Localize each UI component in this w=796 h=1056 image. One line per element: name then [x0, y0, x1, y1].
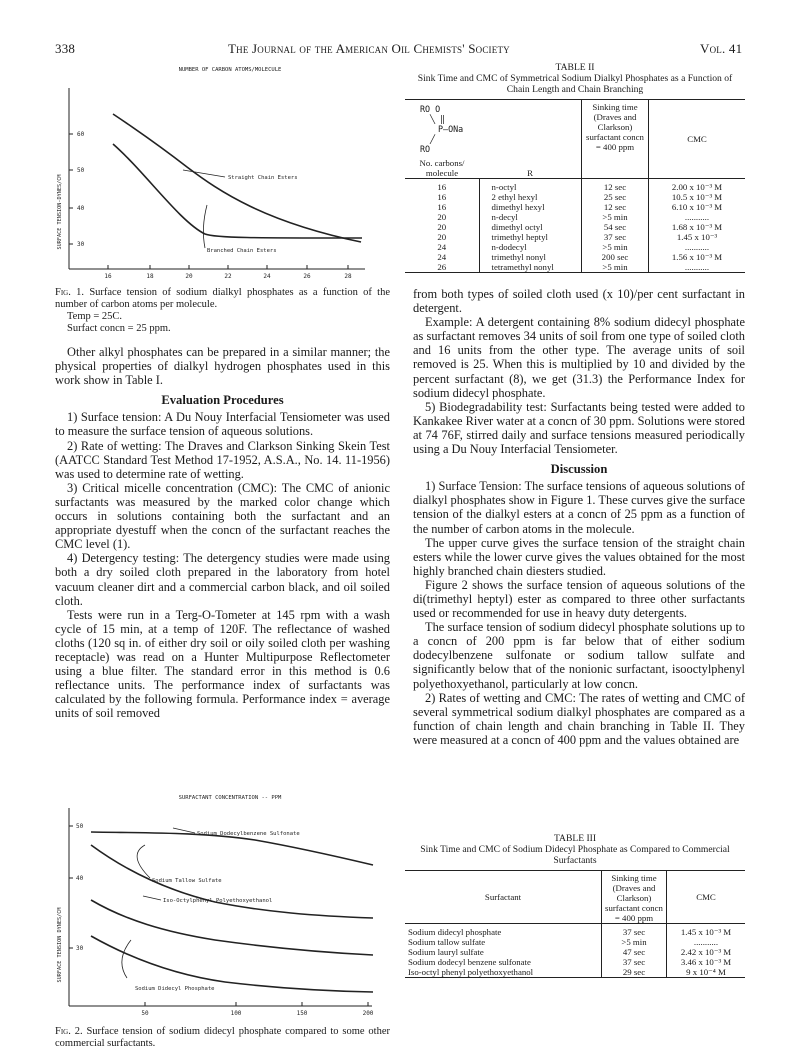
fig1-ytick: 50 [77, 167, 85, 174]
fig1-caption-text: Surface tension of sodium dialkyl phosphates as a function of the number of carbon atoms per molecule. [55, 287, 391, 310]
fig2-xtick: 150 [296, 1010, 308, 1017]
fig2-ylabel: SURFACE TENSION DYNES/CM [57, 907, 63, 983]
table3-cell-t: 37 sec [602, 924, 667, 938]
table2-head-sink: Sinking time (Draves and Clarkson) surfactant concn = 400 ppm [582, 100, 649, 179]
table2-head-cmc: CMC [649, 100, 746, 179]
table3-body [405, 924, 745, 978]
figure-1-caption [55, 287, 390, 335]
fig1-xtick: 22 [224, 273, 232, 280]
table2-cell-cmc: 6.10 x 10⁻³ M [649, 202, 746, 212]
fig1-xtick: 26 [303, 273, 311, 280]
discussion-wetting-cmc: 2) Rates of wetting and CMC: The rates of wetting and CMC of several symmetrical sodium dialkyl phosphates are compared as a function of chain length and chain branching in Table II. They were measured at a concn of 400 ppm and the values obtained are [413, 690, 745, 747]
fig2-dodecyl-label: Sodium Dodecylbenzene Sulfonate [197, 831, 300, 837]
table2-cell-r: dimethyl hexyl [479, 202, 582, 212]
fig1-branched-pointer [203, 205, 207, 248]
table2-head-carbons: RO O ╲ ‖ P—ONa ╱ RO No. carbons/ molecule [405, 100, 479, 179]
table2-row [405, 202, 745, 212]
table2-cell-r: n-octyl [479, 179, 582, 193]
table2-cell-c: 26 [405, 262, 479, 273]
table3-cell-cmc: 1.45 x 10⁻³ M [667, 924, 746, 938]
figure-2-caption [55, 1026, 390, 1050]
discussion-figure-2: Figure 2 shows the surface tension of aqueous solutions of the di(trimethyl heptyl) ester as compared to three other surfactants used or recommended for use in heavy duty detergents. [413, 577, 745, 621]
fig1-xtick: 20 [185, 273, 193, 280]
table2-cell-c: 20 [437, 232, 447, 242]
table2-row [405, 232, 745, 242]
discussion-didecyl: The surface tension of sodium didecyl phosphate solutions up to a concn of 200 ppm is far below that of either sodium dodecylbenzene sulfonate or sodium tallow sulfate and significantly below that of the nonionic surfactant, isooctylphenyl polyethoxyethanol, particularly at low concn. [413, 620, 745, 691]
table2-cell-cmc: ........... [649, 262, 746, 273]
table2-formula-line1: RO O [420, 104, 441, 114]
fig1-top-label: NUMBER OF CARBON ATOMS/MOLECULE [178, 67, 282, 73]
discussion-upper-curve: The upper curve gives the surface tension of the straight chain esters while the lower curve gives the values obtained for the most highly branched chain diesters studied. [413, 535, 745, 578]
fig1-caption-temp: Temp = 25C. [67, 311, 123, 322]
table2-cell-cmc: 1.68 x 10⁻³ M [649, 222, 746, 232]
discussion-heading: Discussion [550, 462, 608, 477]
fig1-ytick: 60 [77, 131, 85, 138]
fig2-isooctyl-curve [91, 900, 373, 955]
table2-cell-r: 2 ethyl hexyl [479, 192, 582, 202]
table2-cell-t: 12 sec [582, 179, 649, 193]
table2-cell-r: n-dodecyl [479, 242, 582, 252]
table3-cell-cmc: 9 x 10⁻⁴ M [667, 967, 746, 978]
table3-cell-s: Iso-octyl phenyl polyethoxyethanol [405, 967, 602, 978]
fig2-y-ticks [69, 823, 84, 952]
table2-cell-c: 24 [437, 242, 447, 252]
figure-1-chart [55, 62, 390, 282]
table3-cell-cmc: ........... [667, 937, 746, 947]
table2-body [405, 179, 745, 273]
table3-cell-cmc: 2.42 x 10⁻³ M [667, 947, 746, 957]
table2-cell-r: trimethyl nonyl [479, 252, 582, 262]
procedure-detergency: 4) Detergency testing: The detergency studies were made using both a dry soiled cloth prepared in the laboratory from hotel vacuum cleaner dirt and a commercial carbon black, and oil soiled cloth. [55, 551, 390, 608]
fig2-tallow-label: Sodium Tallow Sulfate [152, 878, 222, 884]
fig1-xtick: 18 [146, 273, 154, 280]
table2-formula-line2: P—ONa [438, 124, 464, 134]
intro-paragraph: Other alkyl phosphates can be prepared in a similar manner; the physical properties of dialkyl hydrogen phosphates used in this work show in Table I. [55, 345, 390, 388]
table2-cell-cmc: 2.00 x 10⁻³ M [649, 179, 746, 193]
table2-cell-t: >5 min [582, 262, 649, 273]
table2-cell-c: 20 [437, 222, 447, 232]
table3-cell-t: 37 sec [602, 957, 667, 967]
table3-row [405, 967, 745, 978]
table2-grid [405, 99, 745, 273]
table2-cell-c: 20 [437, 212, 447, 222]
table3-cell-s: Sodium lauryl sulfate [408, 947, 484, 957]
fig2-top-label: SURFACTANT CONCENTRATION -- PPM [178, 795, 282, 801]
table3-cell-s: Sodium tallow sulfate [408, 937, 486, 947]
left-column [55, 345, 390, 720]
fig1-straight-pointer [183, 170, 225, 177]
table2-cell-cmc: 1.56 x 10⁻³ M [649, 252, 746, 262]
fig1-straight-label: Straight Chain Esters [228, 175, 298, 181]
example-paragraph: Example: A detergent containing 8% sodium didecyl phosphate as surfactant removes 34 units of soil from one type of soiled cloth and 16 units from the other type. The average units of soil removed is 25. When this is multiplied by 10 and divided by the percent surfactant (8), we get (31.3) the Performance Index for sodium didecyl phosphate. [413, 315, 745, 400]
page-number: 338 [55, 41, 76, 56]
table3-head-sink: Sinking time (Draves and Clarkson) surfactant concn = 400 ppm [602, 871, 667, 924]
table3-grid [405, 870, 745, 978]
table2-row [405, 242, 745, 252]
table-3 [405, 833, 745, 978]
fig2-caption-lead: Fig. 2. [55, 1026, 83, 1037]
table2-cell-cmc: ........... [649, 242, 746, 252]
table3-cell-t: 29 sec [602, 967, 667, 978]
table3-row [405, 924, 745, 938]
procedure-wetting: 2) Rate of wetting: The Draves and Clarkson Sinking Skein Test (AATCC Standard Test Method 17-1952, A.S.A., No. 14. 11-1956) was used to determine rate of wetting. [55, 438, 390, 481]
evaluation-procedures-heading: Evaluation Procedures [161, 393, 284, 408]
table2-row [405, 252, 745, 262]
figure-2 [55, 790, 390, 1025]
fig2-didecyl-curve [91, 936, 373, 992]
procedure-surface-tension: 1) Surface tension: A Du Nouy Interfacial Tensiometer was used to measure the surface tension of aqueous solutions. [55, 410, 390, 439]
table2-cell-r: dimethyl octyl [479, 222, 582, 232]
table2-cell-cmc: ........... [649, 212, 746, 222]
table3-row [405, 937, 745, 947]
table2-cell-r: tetramethyl nonyl [479, 262, 582, 273]
table2-head-r: R [479, 100, 582, 179]
table2-row [405, 222, 745, 232]
table3-cell-cmc: 3.46 x 10⁻³ M [667, 957, 746, 967]
table2-subtitle: Sink Time and CMC of Symmetrical Sodium Dialkyl Phosphates as a Function of Chain Length and Chain Branching [417, 73, 733, 95]
fig1-x-ticks [104, 265, 352, 280]
fig1-branched-label: Branched Chain Esters [207, 248, 277, 254]
table2-row [405, 179, 745, 193]
right-column [413, 287, 745, 747]
table2-cell-c: 16 [437, 202, 447, 212]
fig1-ytick: 40 [77, 205, 85, 212]
table2-col-carbons: No. carbons/ molecule [419, 158, 465, 178]
fig2-x-ticks [141, 1002, 373, 1017]
volume-label: Vol. 41 [700, 41, 743, 56]
fig2-ytick: 40 [76, 875, 84, 882]
procedure-cmc: 3) Critical micelle concentration (CMC): The CMC of anionic surfactants was measured by the marked color change which occurs in solutions containing both the surfactant and an appropriate dyestuff when the concn of the surfactant reaches the CMC level (1). [55, 480, 390, 552]
fig2-caption-text: Surface tension of sodium didecyl phosphate compared to some other commercial surfactants. [55, 1026, 391, 1049]
fig1-caption-lead: Fig. 1. [55, 287, 85, 298]
fig2-xtick: 200 [362, 1010, 374, 1017]
table2-title: TABLE II [555, 62, 595, 73]
table3-cell-s: Sodium didecyl phosphate [408, 927, 502, 937]
table2-row [405, 262, 745, 273]
table3-head-cmc: CMC [667, 871, 746, 924]
fig1-y-ticks [69, 131, 85, 248]
table2-cell-cmc: 10.5 x 10⁻³ M [649, 192, 746, 202]
table2-cell-t: 25 sec [582, 192, 649, 202]
journal-title: The Journal of the American Oil Chemists' Society [228, 41, 510, 56]
fig2-ytick: 50 [76, 823, 84, 830]
table-2 [405, 62, 745, 273]
table2-cell-t: 54 sec [582, 222, 649, 232]
table3-row [405, 947, 745, 957]
table2-cell-r: n-decyl [479, 212, 582, 222]
table3-cell-t: >5 min [602, 937, 667, 947]
biodegradability-paragraph: 5) Biodegradability test: Surfactants being tested were added to Kankakee River water at a concn of 30 ppm. Solutions were stored at 74 76F, stirred daily and surface tensions measured periodically using a Du Nouy Interfacial Tensiometer. [413, 399, 745, 457]
fig1-xtick: 16 [104, 273, 112, 280]
performance-index-continued: from both types of soiled cloth used (x 10)/per cent surfactant in detergent. [413, 287, 745, 316]
table3-row [405, 957, 745, 967]
table3-title: TABLE III [553, 833, 597, 844]
table2-cell-t: 37 sec [582, 232, 649, 242]
table2-cell-c: 24 [437, 252, 447, 262]
fig1-ytick: 30 [77, 241, 85, 248]
fig2-dodecyl-pointer [173, 828, 195, 833]
table2-cell-t: >5 min [582, 212, 649, 222]
fig1-xtick: 24 [263, 273, 271, 280]
fig1-branched-chain-curve [113, 144, 362, 238]
fig2-didecyl-pointer [122, 940, 131, 978]
table2-cell-r: trimethyl heptyl [479, 232, 582, 242]
fig1-caption-conc: Surfact concn = 25 ppm. [67, 323, 171, 334]
table3-cell-s: Sodium dodecyl benzene sulfonate [408, 957, 531, 967]
fig2-didecyl-label: Sodium Didecyl Phosphate [135, 986, 215, 992]
fig1-xtick: 28 [344, 273, 352, 280]
fig2-tallow-pointer [137, 845, 150, 878]
table3-cell-t: 47 sec [602, 947, 667, 957]
figure-2-chart [55, 790, 390, 1025]
fig2-isooctyl-pointer [143, 896, 161, 900]
table2-cell-c: 16 [437, 192, 447, 202]
fig2-isooctyl-label: Iso-Octylphenyl Polyethoxyethanol [163, 898, 273, 904]
figure-1 [55, 62, 390, 282]
fig2-xtick: 100 [230, 1010, 242, 1017]
fig2-xtick: 50 [141, 1010, 149, 1017]
procedure-terg-o-tometer: Tests were run in a Terg-O-Tometer at 145 rpm with a wash cycle of 15 min, at a temp of 120F. The reflectance of washed cloths (120 sq in. of either dry soil or oily soiled cloth per washing receptacle) was read on a Hunter Multipurpose Reflectometer using a blue filter. The standard error in this method is 0.6 reflectance units. The performance index of surfactants was calculated by the following formula. Performance index = average units of soil removed [55, 607, 390, 721]
table2-formula-line3: RO [420, 144, 431, 154]
fig1-ylabel: SURFACE TENSION-DYNES/CM [57, 174, 63, 250]
table3-subtitle: Sink Time and CMC of Sodium Didecyl Phosphate as Compared to Commercial Surfactants [420, 844, 730, 866]
table3-head-surfactant: Surfactant [405, 871, 602, 924]
table2-cell-t: >5 min [582, 242, 649, 252]
table2-cell-t: 200 sec [582, 252, 649, 262]
table2-cell-c: 16 [437, 182, 447, 192]
fig2-ytick: 30 [76, 945, 84, 952]
table2-cell-t: 12 sec [582, 202, 649, 212]
table2-row [405, 212, 745, 222]
table2-row [405, 192, 745, 202]
discussion-surface-tension: 1) Surface Tension: The surface tensions of aqueous solutions of dialkyl phosphates show in Figure 1. These curves give the surface tension of the dialkyl esters at a concn of 25 ppm as a function of the number of carbon atoms in the molecule. [413, 479, 745, 536]
table2-cell-cmc: 1.45 x 10⁻³ [649, 232, 746, 242]
